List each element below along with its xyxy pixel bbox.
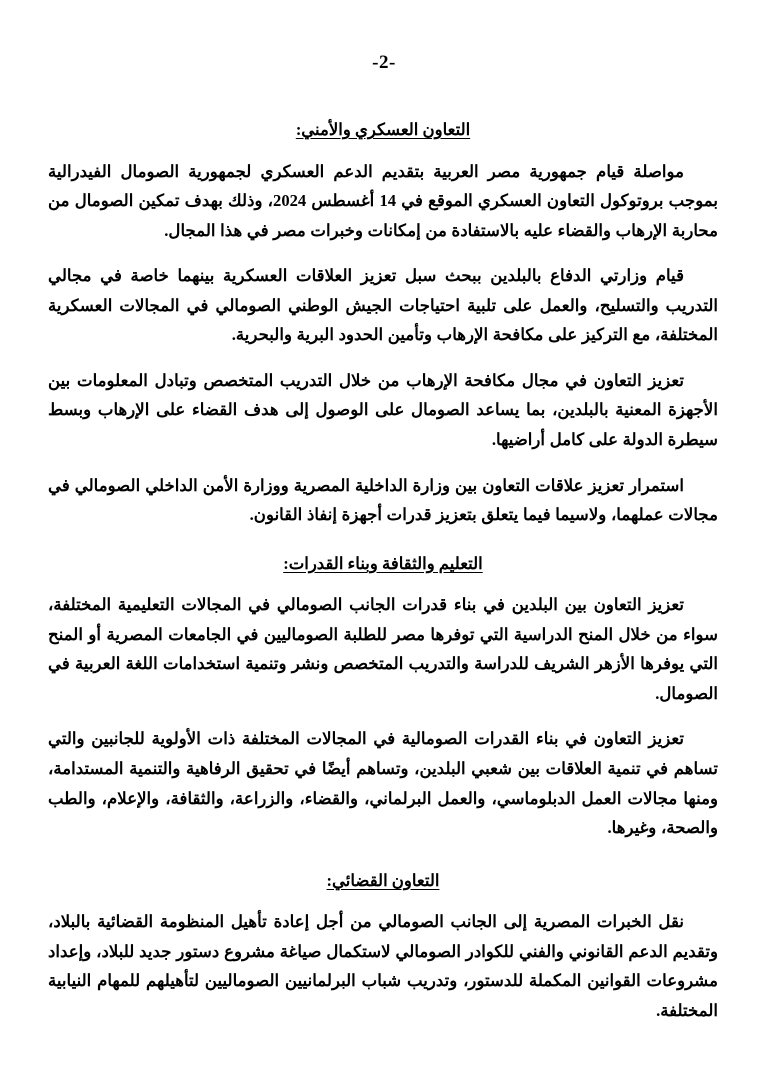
paragraph: تعزيز التعاون في بناء القدرات الصومالية في المجالات المختلفة ذات الأولوية للجانبين والتي تساهم في تنمية العلاقات بين شعبي البلدين، وتساهم أيضًا في تحقيق الرفاهية والتنمية المستدامة، ومنها مجالات العمل الدبلوماسي، والعمل البرلماني، والقضاء، والزراعة، والثقافة، والإعلام، والطب والصحة، وغيرها. xyxy=(48,729,718,838)
paragraph: تعزيز التعاون بين البلدين في بناء قدرات الجانب الصومالي في المجالات التعليمية المختلفة، سواء من خلال المنح الدراسية التي توفرها مصر للطلبة الصوماليين في الجامعات المصرية أو المنح التي يوفرها الأزهر الشريف للدراسة والتدريب المتخصص ونشر وتنمية استخدامات اللغة العربية في الصومال. xyxy=(48,595,718,703)
section-judicial-cooperation xyxy=(48,869,718,1026)
paragraph: مواصلة قيام جمهورية مصر العربية بتقديم الدعم العسكري لجمهورية الصومال الفيدرالية بموجب بروتوكول التعاون العسكري الموقع في 14 أغسطس 2024، وذلك بهدف تمكين الصومال من محاربة الإرهاب والقضاء عليه بالاستفادة من إمكانات وخبرات مصر في هذا المجال. xyxy=(48,161,719,240)
paragraph: استمرار تعزيز علاقات التعاون بين وزارة الداخلية المصرية ووزارة الأمن الداخلي الصومالي في مجالات عملهما، ولاسيما فيما يتعلق بتعزيز قدرات أجهزة إنفاذ القانون. xyxy=(48,475,718,525)
section-heading-judicial: التعاون القضائي: xyxy=(326,870,440,890)
page-number: -2- xyxy=(372,52,396,73)
section-military-security-cooperation xyxy=(48,118,718,530)
section-education-culture-capacity-building xyxy=(48,552,718,843)
document-body xyxy=(48,118,718,1031)
paragraph: نقل الخبرات المصرية إلى الجانب الصومالي من أجل إعادة تأهيل المنظومة القضائية بالبلاد، وتقديم الدعم القانوني والفني للكوادر الصومالي لاستكمال صياغة مشروع دستور جديد للبلاد، وإعداد مشروعات القوانين المكملة للدستور، وتدريب شباب البرلمانيين الصوماليين لتأهيلهم للمهام النيابية المختلفة. xyxy=(48,912,718,1020)
paragraph: تعزيز التعاون في مجال مكافحة الإرهاب من خلال التدريب المتخصص وتبادل المعلومات بين الأجهزة المعنية بالبلدين، بما يساعد الصومال على الوصول إلى هدف القضاء على الإرهاب وبسط سيطرة الدولة على كامل أراضيها. xyxy=(48,370,718,449)
section-heading-education-culture: التعليم والثقافة وبناء القدرات: xyxy=(283,553,483,573)
section-heading-military-security: التعاون العسكري والأمني: xyxy=(295,120,471,139)
paragraph: قيام وزارتي الدفاع بالبلدين ببحث سبل تعزيز العلاقات العسكرية بينهما خاصة في مجالي التدريب والتسليح، والعمل على تلبية احتياجات الجيش الوطني الصومالي في المجالات العسكرية المختلفة، مع التركيز على مكافحة الإرهاب وتأمين الحدود البرية والبحرية. xyxy=(48,266,718,345)
